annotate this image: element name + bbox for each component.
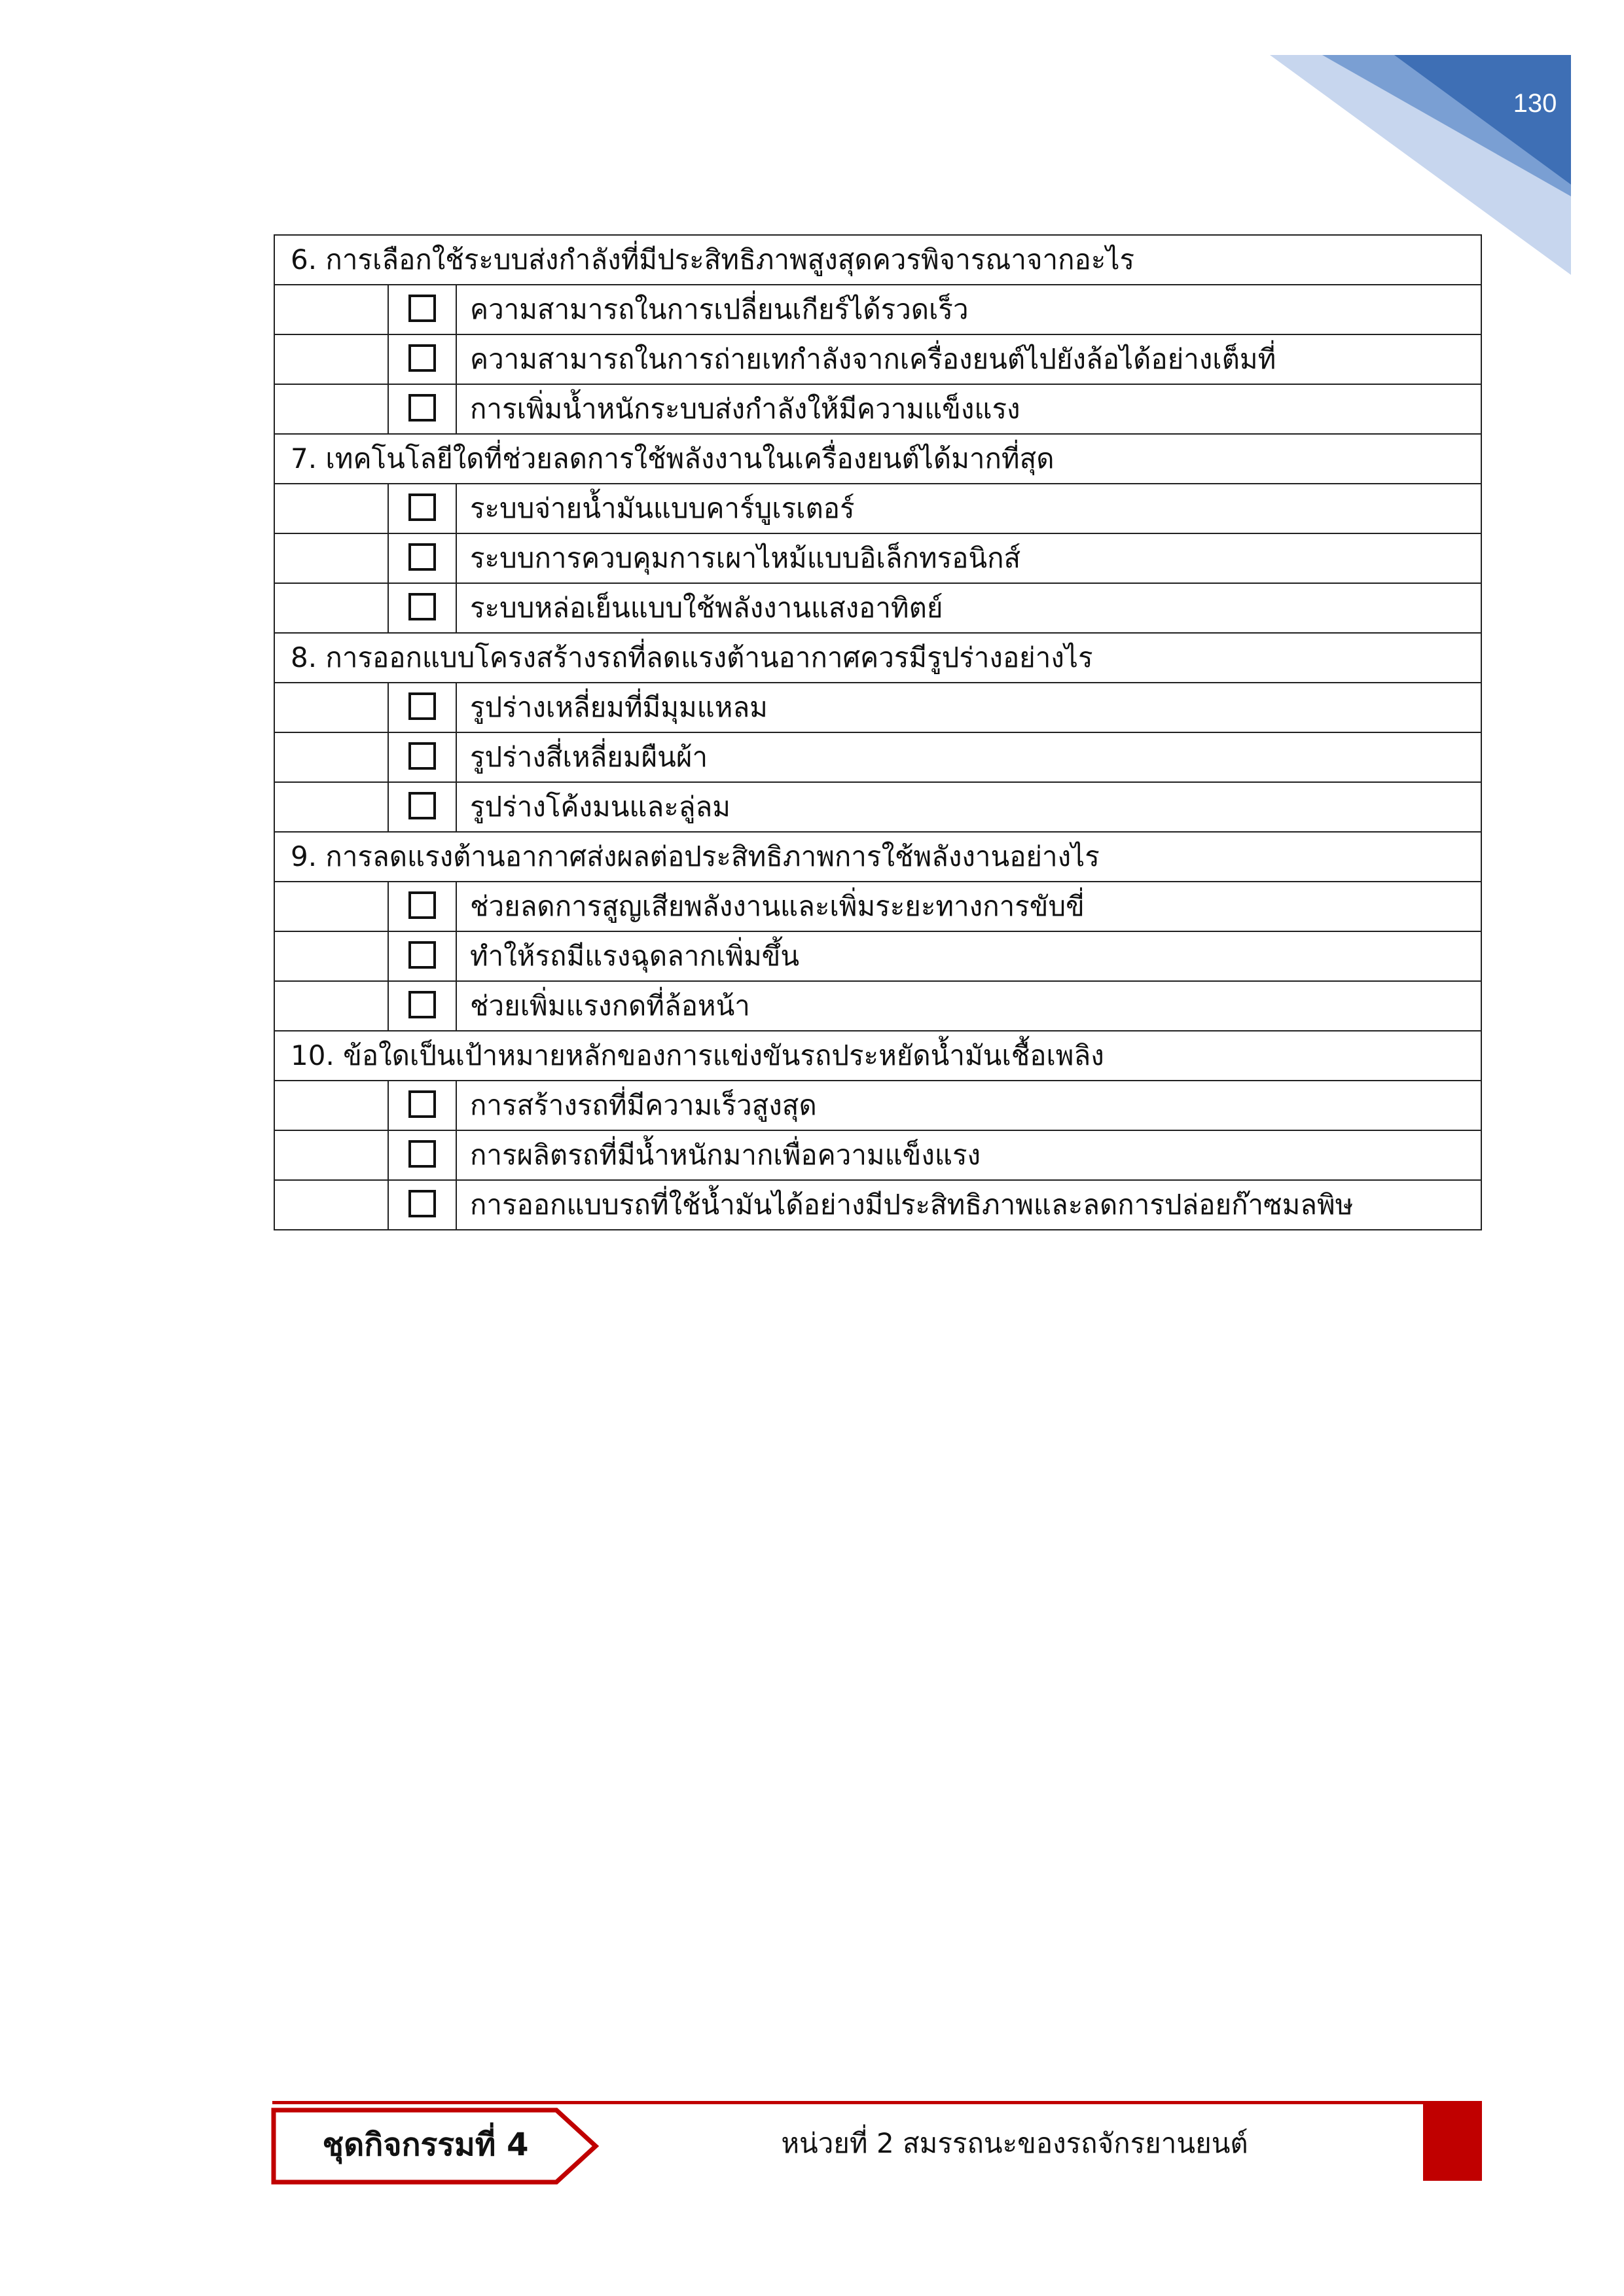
checkbox[interactable]	[408, 742, 436, 770]
checkbox[interactable]	[408, 941, 436, 969]
option-blank-cell	[274, 1081, 388, 1130]
question-text: 6. การเลือกใช้ระบบส่งกำลังที่มีประสิทธิภาพสูงสุดควรพิจารณาจากอะไร	[274, 235, 1481, 285]
option-text: ความสามารถในการถ่ายเทกำลังจากเครื่องยนต์ไปยังล้อได้อย่างเต็มที่	[456, 334, 1481, 384]
option-text: ระบบการควบคุมการเผาไหม้แบบอิเล็กทรอนิกส์	[456, 533, 1481, 583]
page-number: 130	[1513, 89, 1557, 118]
option-checkbox-cell	[388, 1180, 456, 1230]
checkbox[interactable]	[408, 1190, 436, 1217]
checkbox[interactable]	[408, 692, 436, 720]
option-text: รูปร่างโค้งมนและลู่ลม	[456, 782, 1481, 832]
option-checkbox-cell	[388, 732, 456, 782]
option-checkbox-cell	[388, 683, 456, 732]
question-row	[274, 1031, 1481, 1081]
option-row	[274, 683, 1481, 732]
option-blank-cell	[274, 533, 388, 583]
checkbox[interactable]	[408, 394, 436, 422]
option-blank-cell	[274, 683, 388, 732]
question-text: 8. การออกแบบโครงสร้างรถที่ลดแรงต้านอากาศควรมีรูปร่างอย่างไร	[274, 633, 1481, 683]
option-text: การสร้างรถที่มีความเร็วสูงสุด	[456, 1081, 1481, 1130]
option-checkbox-cell	[388, 1081, 456, 1130]
option-row	[274, 484, 1481, 533]
checkbox[interactable]	[408, 1090, 436, 1118]
option-blank-cell	[274, 931, 388, 981]
option-blank-cell	[274, 1130, 388, 1180]
option-checkbox-cell	[388, 533, 456, 583]
option-checkbox-cell	[388, 285, 456, 334]
option-text: รูปร่างสี่เหลี่ยมผืนผ้า	[456, 732, 1481, 782]
option-row	[274, 1081, 1481, 1130]
option-text: ความสามารถในการเปลี่ยนเกียร์ได้รวดเร็ว	[456, 285, 1481, 334]
checkbox[interactable]	[408, 891, 436, 919]
option-row	[274, 334, 1481, 384]
checkbox[interactable]	[408, 493, 436, 521]
option-checkbox-cell	[388, 583, 456, 633]
option-row	[274, 384, 1481, 434]
question-text: 9. การลดแรงต้านอากาศส่งผลต่อประสิทธิภาพการใช้พลังงานอย่างไร	[274, 832, 1481, 882]
option-checkbox-cell	[388, 981, 456, 1031]
checkbox[interactable]	[408, 792, 436, 819]
question-text: 10. ข้อใดเป็นเป้าหมายหลักของการแข่งขันรถประหยัดน้ำมันเชื้อเพลิง	[274, 1031, 1481, 1081]
option-text: การออกแบบรถที่ใช้น้ำมันได้อย่างมีประสิทธิภาพและลดการปล่อยก๊าซมลพิษ	[456, 1180, 1481, 1230]
question-row	[274, 633, 1481, 683]
option-row	[274, 1180, 1481, 1230]
option-blank-cell	[274, 484, 388, 533]
option-blank-cell	[274, 882, 388, 931]
option-blank-cell	[274, 732, 388, 782]
option-row	[274, 882, 1481, 931]
activity-label: ชุดกิจกรรมที่ 4	[322, 2126, 529, 2163]
checkbox[interactable]	[408, 1140, 436, 1168]
footer-block	[1423, 2104, 1482, 2181]
option-text: ช่วยเพิ่มแรงกดที่ล้อหน้า	[456, 981, 1481, 1031]
option-blank-cell	[274, 1180, 388, 1230]
option-blank-cell	[274, 384, 388, 434]
option-checkbox-cell	[388, 931, 456, 981]
quiz-table	[274, 234, 1482, 1230]
option-text: การผลิตรถที่มีน้ำหนักมากเพื่อความแข็งแรง	[456, 1130, 1481, 1180]
option-text: การเพิ่มน้ำหนักระบบส่งกำลังให้มีความแข็งแรง	[456, 384, 1481, 434]
option-text: ช่วยลดการสูญเสียพลังงานและเพิ่มระยะทางการขับขี่	[456, 882, 1481, 931]
option-row	[274, 981, 1481, 1031]
option-blank-cell	[274, 782, 388, 832]
option-text: ระบบจ่ายน้ำมันแบบคาร์บูเรเตอร์	[456, 484, 1481, 533]
option-text: รูปร่างเหลี่ยมที่มีมุมแหลม	[456, 683, 1481, 732]
question-text: 7. เทคโนโลยีใดที่ช่วยลดการใช้พลังงานในเครื่องยนต์ได้มากที่สุด	[274, 434, 1481, 484]
option-row	[274, 782, 1481, 832]
option-row	[274, 732, 1481, 782]
option-checkbox-cell	[388, 484, 456, 533]
option-row	[274, 583, 1481, 633]
question-row	[274, 434, 1481, 484]
checkbox[interactable]	[408, 344, 436, 372]
option-row	[274, 285, 1481, 334]
checkbox[interactable]	[408, 593, 436, 620]
question-row	[274, 235, 1481, 285]
option-checkbox-cell	[388, 782, 456, 832]
option-text: ระบบหล่อเย็นแบบใช้พลังงานแสงอาทิตย์	[456, 583, 1481, 633]
unit-label: หน่วยที่ 2 สมรรถนะของรถจักรยานยนต์	[781, 2127, 1248, 2159]
checkbox[interactable]	[408, 543, 436, 571]
option-checkbox-cell	[388, 1130, 456, 1180]
option-blank-cell	[274, 334, 388, 384]
checkbox[interactable]	[408, 991, 436, 1018]
option-blank-cell	[274, 583, 388, 633]
option-blank-cell	[274, 981, 388, 1031]
option-row	[274, 533, 1481, 583]
option-checkbox-cell	[388, 334, 456, 384]
option-row	[274, 1130, 1481, 1180]
question-row	[274, 832, 1481, 882]
option-row	[274, 931, 1481, 981]
option-checkbox-cell	[388, 882, 456, 931]
option-blank-cell	[274, 285, 388, 334]
option-text: ทำให้รถมีแรงฉุดลากเพิ่มขึ้น	[456, 931, 1481, 981]
option-checkbox-cell	[388, 384, 456, 434]
checkbox[interactable]	[408, 295, 436, 322]
